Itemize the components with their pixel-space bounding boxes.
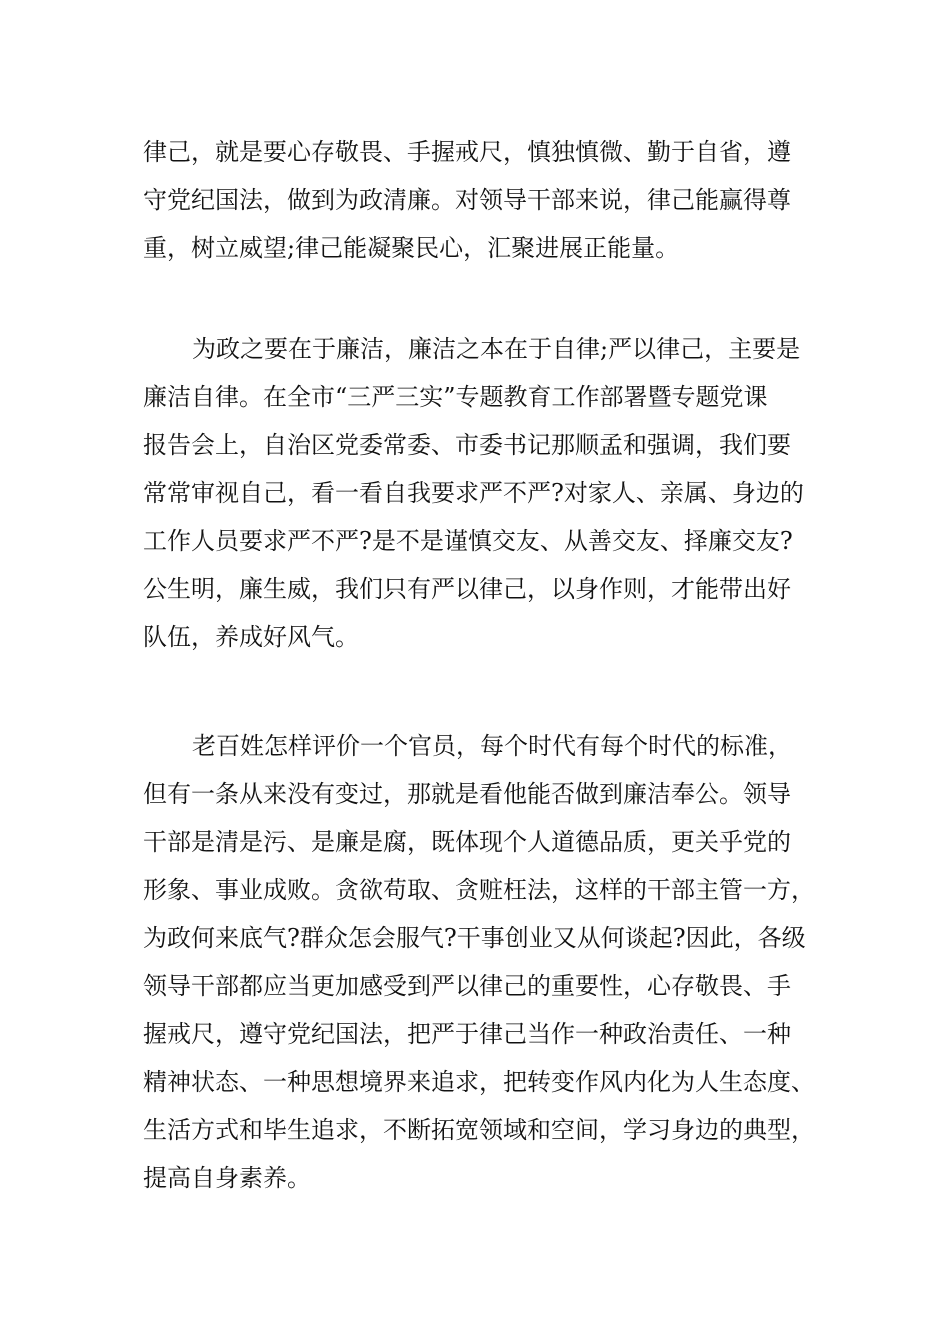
paragraph-line: 提高自身素养。: [143, 1164, 311, 1192]
paragraph-self-discipline: [143, 128, 808, 272]
paragraph-line: 队伍，养成好风气。: [143, 623, 359, 651]
paragraph-line: 干部是清是污、是廉是腐，既体现个人道德品质，更关乎党的: [143, 828, 791, 856]
paragraph-line: 精神状态、一种思想境界来追求，把转变作风内化为人生态度、: [143, 1068, 815, 1096]
paragraph-line: 为政何来底气?群众怎会服气?干事创业又从何谈起?因此，各级: [143, 924, 806, 952]
paragraph-line: 律己，就是要心存敬畏、手握戒尺，慎独慎微、勤于自省，遵: [143, 138, 791, 166]
paragraph-line: 工作人员要求严不严?是不是谨慎交友、从善交友、择廉交友?: [143, 527, 793, 555]
paragraph-line: 报告会上，自治区党委常委、市委书记那顺孟和强调，我们要: [143, 431, 791, 459]
paragraph-line: 但有一条从来没有变过，那就是看他能否做到廉洁奉公。领导: [143, 780, 791, 808]
paragraph-line: 重，树立威望;律己能凝聚民心，汇聚进展正能量。: [143, 234, 680, 262]
paragraph-line: 形象、事业成败。贪欲苟取、贪赃枉法，这样的干部主管一方，: [143, 876, 815, 904]
paragraph-line: 廉洁自律。在全市“三严三实”专题教育工作部署暨专题党课: [143, 383, 768, 411]
paragraph-line: 公生明，廉生威，我们只有严以律己，以身作则，才能带出好: [143, 575, 791, 603]
paragraph-line: 领导干部都应当更加感受到严以律己的重要性，心存敬畏、手: [143, 972, 791, 1000]
paragraph-line: 生活方式和毕生追求，不断拓宽领域和空间，学习身边的典型，: [143, 1116, 815, 1144]
paragraph-integrity: [143, 325, 808, 661]
paragraph-line: 握戒尺，遵守党纪国法，把严于律己当作一种政治责任、一种: [143, 1020, 791, 1048]
paragraph-line: 常常审视自己，看一看自我要求严不严?对家人、亲属、身边的: [143, 479, 804, 507]
paragraph-line: 为政之要在于廉洁，廉洁之本在于自律;严以律己，主要是: [192, 335, 801, 363]
paragraph-line: 老百姓怎样评价一个官员，每个时代有每个时代的标准，: [192, 732, 792, 760]
paragraph-public-evaluation: [143, 722, 815, 1202]
paragraph-line: 守党纪国法，做到为政清廉。对领导干部来说，律己能赢得尊: [143, 186, 791, 214]
